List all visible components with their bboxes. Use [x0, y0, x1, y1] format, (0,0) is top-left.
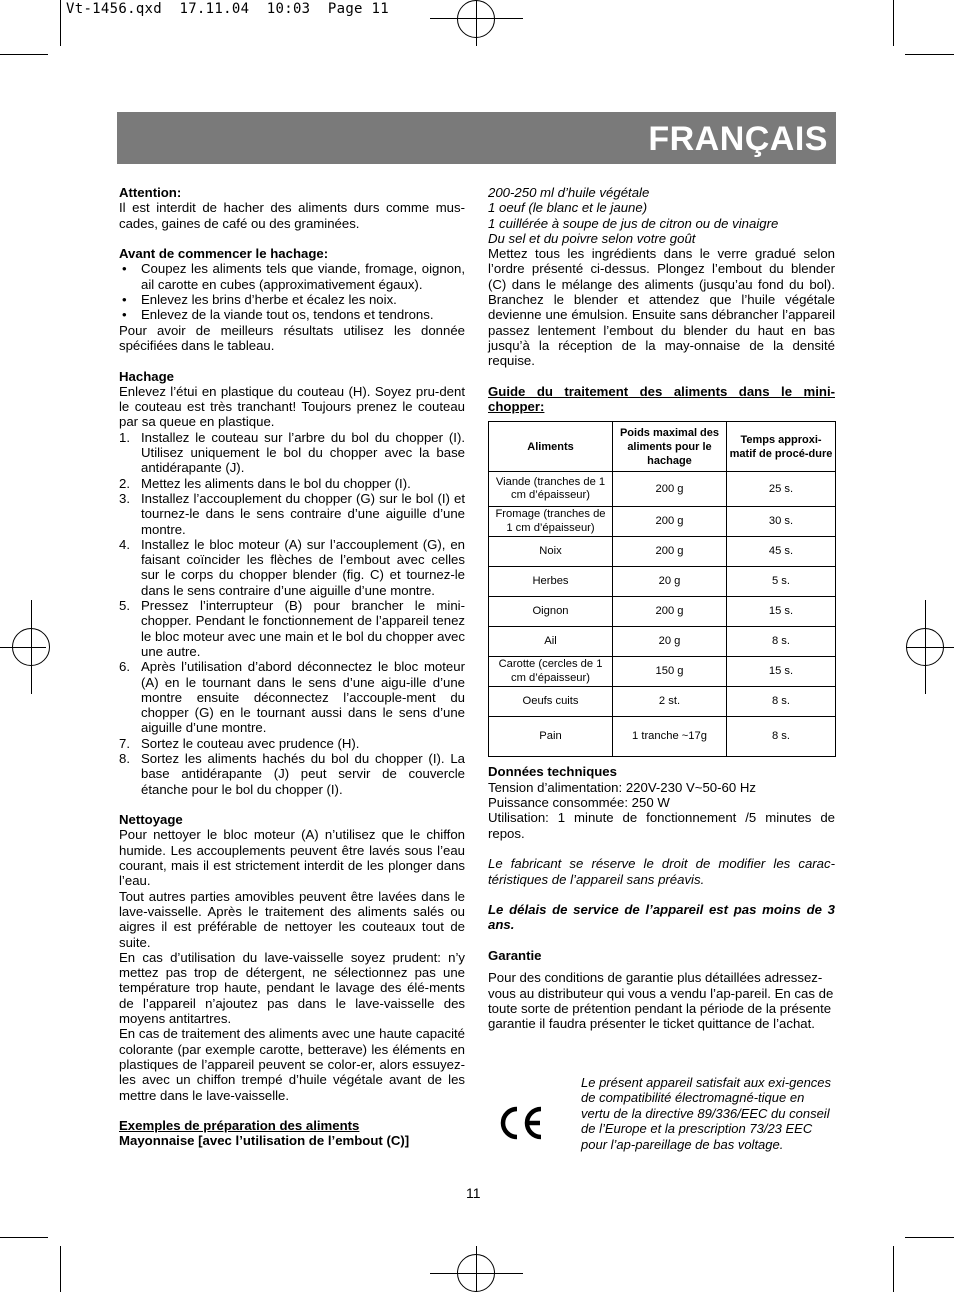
crop-mark [0, 1237, 48, 1238]
nettoyage-para: Pour nettoyer le bloc moteur (A) n’utilisez que le chiffon humide. Les accouplements peuvent être lavés sous l’eau courant, mais il est strictement interdit de les plonger dans l’eau. [119, 827, 465, 889]
tech-line: Tension d’alimentation: 220V-230 V~50-60 Hz [488, 779, 756, 795]
crop-mark [905, 1237, 954, 1238]
tech-title: Données techniques [488, 764, 617, 780]
before-title: Avant de commencer le hachage: [119, 246, 329, 262]
table-header: Aliments [489, 422, 613, 472]
ingredient-line: Du sel et du poivre selon votre goût [488, 230, 696, 246]
hachage-title: Hachage [119, 368, 174, 384]
table-cell: 15 s. [727, 657, 836, 687]
table-cell: 200 g [613, 537, 727, 567]
table-cell: 15 s. [727, 597, 836, 627]
table-cell: 5 s. [727, 567, 836, 597]
nettoyage-para: En cas de traitement des aliments avec une haute capacité colorante (par exemple carotte, betterave) les éléments en plastiques de l’appareil peuvent se color-er, alors essuyez-les avec un chiffon trempé d’huile végétale avant de les mettre dans le lave-vaisselle. [119, 1026, 465, 1103]
page-number: 11 [466, 1185, 481, 1201]
ingredient-line: 200-250 ml d’huile végétale [488, 185, 650, 200]
attention-title: Attention: [119, 185, 182, 200]
right-column [488, 185, 835, 1032]
table-row [489, 687, 836, 717]
attention-text: Il est interdit de hacher des aliments durs comme mus-cades, gaines de café ou des graminées. [119, 200, 465, 231]
service-note: Le délais de service de l’appareil est pas moins de 3 ans. [488, 902, 835, 933]
banner-title: FRANÇAIS [648, 120, 828, 158]
table-row [489, 537, 836, 567]
language-banner [117, 112, 836, 164]
nettoyage-para: En cas d’utilisation du lave-vaisselle soyez prudent: n’y mettez pas trop de détergent, ne sélectionnez pas une température trop haute, pendant le lavage des élé-ments de l’appareil n’ajoutez pas dans le lave-vaisselle des moyens antitartres. [119, 949, 465, 1027]
step-item: 6. Après l’utilisation d’abord déconnectez le bloc moteur (A) en le tournant dans le sens d’une aigu-ille d’une montre ensuite déconnectez l’accouple-ment du chopper (G) en le tournant aussi dans le sens d’une aiguille d’une montre. [119, 659, 465, 736]
step-item: 7. Sortez le couteau avec prudence (H). [119, 735, 360, 751]
crop-mark [893, 0, 894, 46]
crop-mark [0, 54, 48, 55]
garantie-title: Garantie [488, 948, 542, 964]
step-item: 4. Installez le bloc moteur (A) sur l’accouplement (G), en faisant coïncider les flèches de l’embout avec celles sur le corps du chopper blender (fig. C) et tournez-le dans le sens contraire d’une aiguille d’une montre. [119, 536, 465, 598]
table-row [489, 567, 836, 597]
ce-mark-icon [497, 1103, 547, 1143]
table-cell: 8 s. [727, 627, 836, 657]
table-cell: 45 s. [727, 537, 836, 567]
list-item: • Coupez les aliments tels que viande, fromage, oignon, ail carotte en cubes (approximativement égaux). [122, 261, 465, 292]
guide-title: Guide du traitement des aliments dans le mini-chopper: [488, 383, 835, 415]
step-item: 2. Mettez les aliments dans le bol du chopper (I). [119, 475, 411, 491]
table-cell: Pain [489, 717, 613, 757]
table-cell: 8 s. [727, 717, 836, 757]
table-cell: 20 g [613, 627, 727, 657]
file-info-header: Vt-1456.qxd 17.11.04 10:03 Page 11 [66, 1, 389, 17]
list-item: • Enlevez de la viande tout os, tendons et tendrons. [122, 307, 434, 323]
table-header: Temps approxi-matif de procé-dure [727, 422, 836, 472]
table-row [489, 627, 836, 657]
crop-mark [893, 1246, 894, 1292]
nettoyage-title: Nettoyage [119, 812, 183, 828]
step-item: 3. Installez l’accouplement du chopper (G) sur le bol (I) et tournez-le dans le sens contraire d’une aiguille d’une montre. [119, 490, 465, 537]
table-row [489, 507, 836, 537]
step-item: 1. Installez le couteau sur l’arbre du bol du chopper (I). Utilisez uniquement le bol du chopper avec la base antidérapante (J). [119, 429, 465, 476]
table-cell: Fromage (tranches de 1 cm d’épaisseur) [489, 507, 613, 537]
table-row [489, 657, 836, 687]
table-cell: Viande (tranches de 1 cm d’épaisseur) [489, 472, 613, 507]
crop-mark [905, 54, 954, 55]
table-cell: 8 s. [727, 687, 836, 717]
table-row [489, 717, 836, 757]
step-item: 8. Sortez les aliments hachés du bol du chopper (I). La base antidérapante (J) peut servir de couvercle étanche pour le bol du chopper (I). [119, 750, 465, 797]
table-header-row [489, 422, 836, 472]
step-item: 5. Pressez l’interrupteur (B) pour brancher le mini-chopper. Pendant le fonctionnement de l’appareil tenez le bloc moteur avec une main et le bol du chopper avec une autre. [119, 598, 465, 659]
ce-compliance-text: Le présent appareil satisfait aux exi-gences de compatibilité électromagné-tique en vertu de la directive 89/336/EEC du conseil de l’Europe et la prescription 73/23 EEC pour l’ap-pareillage de bas voltage. [581, 1075, 832, 1152]
table-row [489, 472, 836, 507]
hachage-intro: Enlevez l’étui en plastique du couteau (H). Soyez pru-dent le couteau est très tranchant! Toujours prenez le couteau par sa queue en plastique. [119, 383, 465, 430]
table-header: Poids maximal des aliments pour le hachage [613, 422, 727, 472]
list-item: • Enlevez les brins d’herbe et écalez les noix. [122, 292, 397, 308]
mayo-text: Mettez tous les ingrédients dans le verre gradué selon l’ordre présenté ci-dessus. Plongez l’embout du blender (C) dans le mélange des aliments (jusqu’au fond du bol). Branchez le blender et attendez que l’huile végétale devienne une émulsion. Ensuite sans débrancher l’appareil passez lentement l’embout du blender du haut en bas jusqu’à la réception de la may-onnaise de la densité requise. [488, 246, 835, 369]
table-cell: 20 g [613, 567, 727, 597]
before-note: Pour avoir de meilleurs résultats utilisez les donnée spécifiées dans le tableau. [119, 322, 465, 353]
garantie-text: Pour des conditions de garantie plus détaillées adressez-vous au distributeur qui vous a vendu l’ap-pareil. En cas de toute sorte de prétention pendant la période de la présente garantie il faudra présenter le ticket quittance de l’achat. [488, 970, 834, 1032]
table-cell: 2 st. [613, 687, 727, 717]
mayo-title: Mayonnaise [avec l’utilisation de l’embout (C)] [119, 1133, 410, 1149]
crop-mark [60, 1246, 61, 1292]
table-cell: Ail [489, 627, 613, 657]
table-cell: 200 g [613, 507, 727, 537]
ingredient-line: 1 cuillérée à soupe de jus de citron ou de vinaigre [488, 215, 779, 231]
table-row [489, 597, 836, 627]
table-cell: 25 s. [727, 472, 836, 507]
table-cell: Herbes [489, 567, 613, 597]
manufacturer-note: Le fabricant se réserve le droit de modifier les carac-téristiques de l’appareil sans préavis. [488, 856, 835, 887]
table-cell: 150 g [613, 657, 727, 687]
table-cell: Carotte (cercles de 1 cm d’épaisseur) [489, 657, 613, 687]
table-cell: Oeufs cuits [489, 687, 613, 717]
table-cell: Noix [489, 537, 613, 567]
ingredient-line: 1 oeuf (le blanc et le jaune) [488, 200, 648, 216]
crop-mark [60, 0, 61, 46]
exemples-title: Exemples de préparation des aliments [119, 1118, 360, 1134]
left-column [119, 185, 465, 1149]
tech-line: Utilisation: 1 minute de fonctionnement /5 minutes de repos. [488, 810, 835, 841]
table-cell: 200 g [613, 472, 727, 507]
guide-table [488, 421, 836, 757]
table-cell: 200 g [613, 597, 727, 627]
table-cell: Oignon [489, 597, 613, 627]
tech-line: Puissance consommée: 250 W [488, 795, 670, 811]
nettoyage-para: Tout autres parties amovibles peuvent être lavées dans le lave-vaisselle. Après le traitement des aliments salés ou aigres il est préférable de nettoyer les couteaux tout de suite. [119, 888, 465, 950]
table-cell: 30 s. [727, 507, 836, 537]
table-cell: 1 tranche ~17g [613, 717, 727, 757]
